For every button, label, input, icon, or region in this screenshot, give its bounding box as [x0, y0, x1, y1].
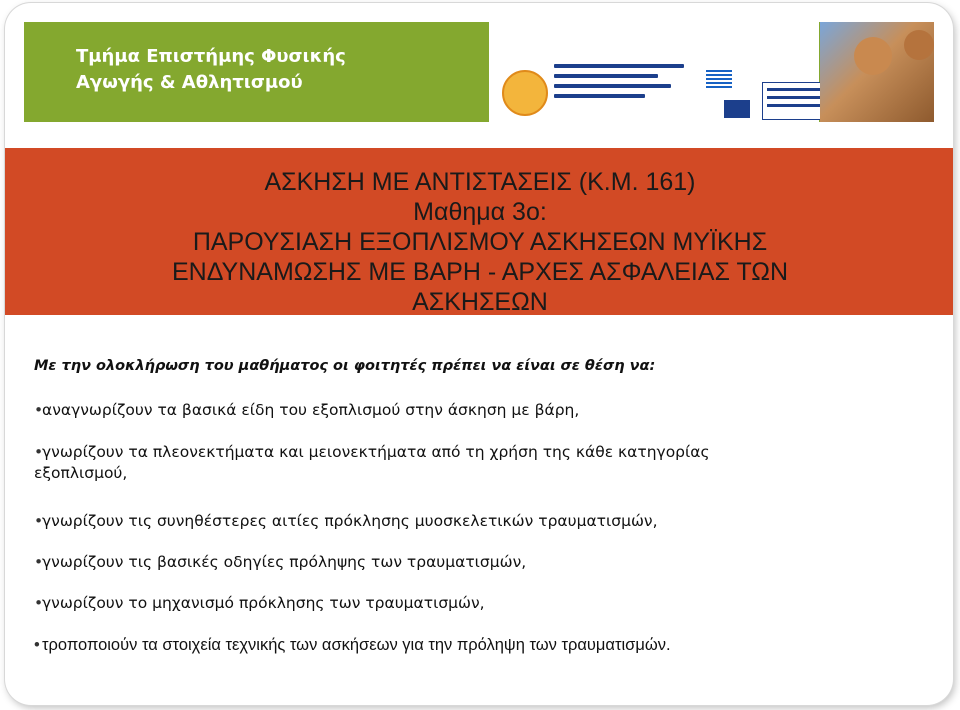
- child-face-icon: [854, 37, 892, 75]
- child-face-icon: [904, 30, 934, 60]
- greek-flag-icon: [706, 70, 732, 88]
- department-title-line2: Αγωγής & Αθλητισμού: [76, 72, 303, 93]
- list-item: [34, 511, 658, 532]
- list-item-text: αναγνωρίζουν τα βασικά είδη του εξοπλισμού στην άσκηση με βάρη,: [42, 401, 580, 419]
- header-banner: [24, 22, 934, 122]
- title-line: ΑΣΚΗΣΗ ΜΕ ΑΝΤΙΣΤΑΣΕΙΣ (Κ.Μ. 161): [264, 168, 696, 196]
- learning-objectives-intro: Με την ολοκλήρωση του μαθήματος οι φοιτητές πρέπει να είναι σε θέση να:: [34, 358, 656, 374]
- list-item: [34, 593, 485, 614]
- list-item-text: γνωρίζουν τις συνηθέστερες αιτίες πρόκλησης μυοσκελετικών τραυματισμών,: [42, 512, 658, 530]
- slide-title: [60, 167, 900, 317]
- funding-text-logo: [554, 64, 684, 120]
- list-item-text-continued: εξοπλισμού,: [34, 464, 128, 482]
- list-item: [34, 442, 710, 484]
- department-title-line1: Τμήμα Επιστήμης Φυσικής: [76, 46, 346, 67]
- list-item: [34, 552, 526, 573]
- title-line: Μαθημα 3ο:: [413, 198, 547, 226]
- list-item-text: γνωρίζουν τις βασικές οδηγίες πρόληψης των τραυματισμών,: [42, 553, 527, 571]
- list-item: [34, 400, 579, 421]
- department-title: [76, 44, 346, 96]
- title-line: ΑΣΚΗΣΕΩΝ: [412, 288, 548, 316]
- program-logo-icon: [502, 70, 548, 116]
- title-line: ΕΝΔΥΝΑΜΩΣΗΣ ΜΕ ΒΑΡΗ - ΑΡΧΕΣ ΑΣΦΑΛΕΙΑΣ ΤΩΝ: [171, 258, 788, 286]
- list-item-text: γνωρίζουν τα πλεονεκτήματα και μειονεκτήματα από τη χρήση της κάθε κατηγορίας: [42, 443, 710, 461]
- title-line: ΠΑΡΟΥΣΙΑΣΗ ΕΞΟΠΛΙΣΜΟΥ ΑΣΚΗΣΕΩΝ ΜΥΪΚΗΣ: [192, 228, 768, 256]
- list-item: [34, 635, 671, 656]
- list-item-text: γνωρίζουν το μηχανισμό πρόκλησης των τραυματισμών,: [42, 594, 485, 612]
- eu-flag-icon: [724, 100, 750, 118]
- list-item-text: τροποποιούν τα στοιχεία τεχνικής των ασκήσεων για την πρόληψη των τραυματισμών.: [42, 636, 671, 654]
